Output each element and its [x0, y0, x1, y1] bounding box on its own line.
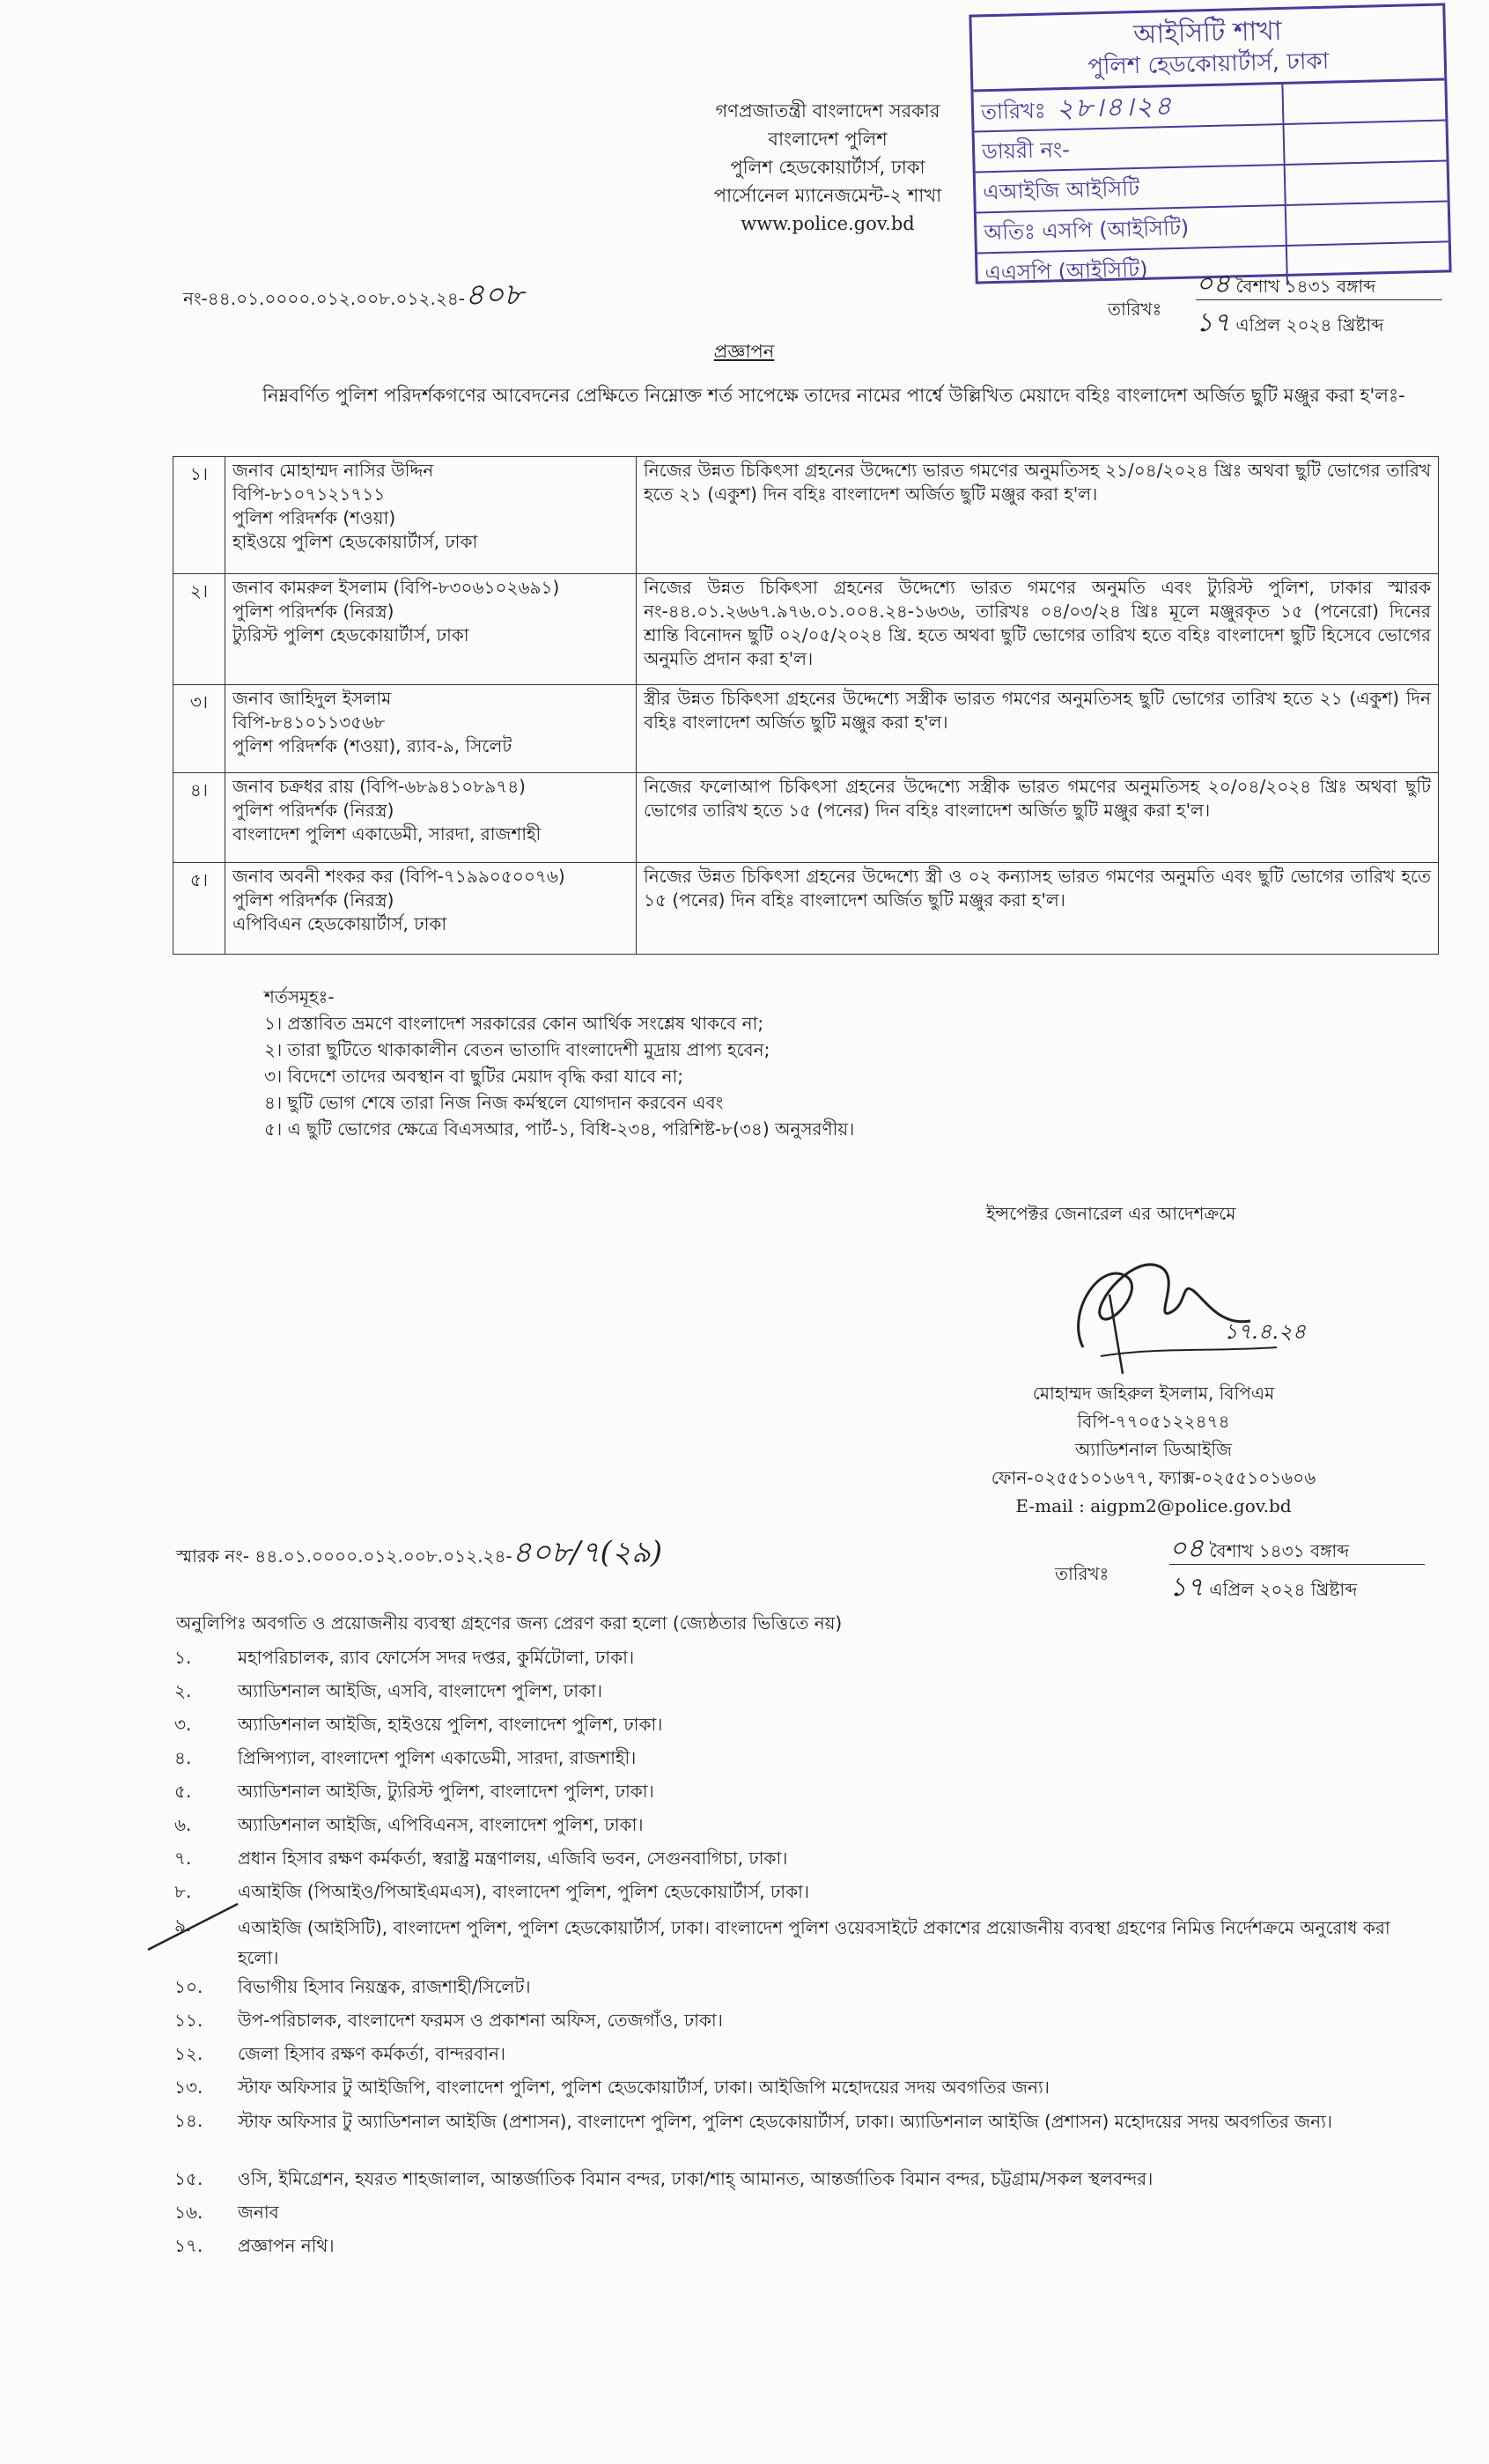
intro-paragraph: নিম্নবর্ণিত পুলিশ পরিদর্শকগণের আবেদনের প্রেক্ষিতে নিম্নোক্ত শর্ত সাপেক্ষে তাদের নামের পার্শ্বে উল্লিখিত মেয়াদে বহিঃ বাংলাদেশ অর্জিত ছুটি মঞ্জুর করা হ'লঃ-: [262, 385, 1405, 406]
condition-item: ৫। এ ছুটি ভোগের ক্ষেত্রে বিএসআর, পার্ট-১, বিধি-২৩৪, পরিশিষ্ট-৮(৩৪) অনুসরণীয়।: [264, 1118, 855, 1140]
condition-item: ১। প্রস্তাবিত ভ্রমণে বাংলাদেশ সরকারের কোন আর্থিক সংশ্লেষ থাকবে না;: [264, 1013, 764, 1034]
stamp-row: ডায়রী নং-: [975, 121, 1447, 173]
list-item: ৬. অ্যাডিশনাল আইজি, এপিবিএনস, বাংলাদেশ পুলিশ, ঢাকা।: [174, 1814, 644, 1835]
copy-memo-ref: স্মারক নং- ৪৪.০১.০০০০.০১২.০০৮.০১২.২৪-৪০৮/৭(২৯): [176, 1535, 663, 1570]
list-item: ৩. অ্যাডিশনাল আইজি, হাইওয়ে পুলিশ, বাংলাদেশ পুলিশ, ঢাকা।: [174, 1714, 663, 1735]
condition-item: ৪। ছুটি ভোগ শেষে তারা নিজ নিজ কর্মস্থলে যোগদান করবেন এবং: [264, 1092, 724, 1113]
list-item: ৮. এআইজি (পিআইও/পিআইএমএস), বাংলাদেশ পুলিশ, পুলিশ হেডকোয়ার্টার্স, ঢাকা।: [174, 1881, 810, 1902]
stamp-office: পুলিশ হেডকোয়ার্টার্স, ঢাকা: [972, 44, 1444, 92]
table-row: ৩। জনাব জাহিদুল ইসলাম বিপি-৮৪১০১১৩৫৬৮ পুলিশ পরিদর্শক (শওয়া), র‌্যাব-৯, সিলেট স্ত্রীর উন্নত চিকিৎসা গ্রহনের উদ্দেশ্যে সস্ত্রীক ভারত গমণের অনুমতিসহ ছুটি ভোগের তারিখ হতে ২১ (একুশ) দিন বহিঃ বাংলাদেশ অর্জিত ছুটি মঞ্জুর করা হ'ল।: [173, 685, 1439, 773]
condition-item: ২। তারা ছুটিতে থাকাকালীন বেতন ভাতাদি বাংলাদেশী মুদ্রায় প্রাপ্য হবেন;: [264, 1039, 770, 1060]
list-item: ৪. প্রিন্সিপ্যাল, বাংলাদেশ পুলিশ একাডেমী, সারদা, রাজশাহী।: [174, 1747, 637, 1768]
list-item: ১৭. প্রজ্ঞাপন নথি।: [174, 2235, 335, 2256]
table-row: ৪। জনাব চক্রধর রায় (বিপি-৬৮৯৪১০৮৯৭৪) পুলিশ পরিদর্শক (নিরস্ত্র) বাংলাদেশ পুলিশ একাডেমী, সারদা, রাজশাহী নিজের ফলোআপ চিকিৎসা গ্রহনের উদ্দেশ্যে সস্ত্রীক ভারত গমণের অনুমতিসহ ২০/০৪/২০২৪ খ্রিঃ অথবা ছুটি ভোগের তারিখ হতে ১৫ (পনের) দিন বহিঃ বাংলাদেশ অর্জিত ছুটি মঞ্জুর করা হ'ল।: [173, 773, 1439, 863]
leave-grant-table: [173, 456, 1439, 955]
signatory-designation: অ্যাডিশনাল ডিআইজি: [1075, 1439, 1232, 1460]
signature-image: [1048, 1242, 1338, 1374]
stamp-row: এআইজি আইসিটি: [976, 161, 1448, 213]
distribution-heading: অনুলিপিঃ অবগতি ও প্রয়োজনীয় ব্যবস্থা গ্রহণের জন্য প্রেরণ করা হলো (জ্যেষ্ঠতার ভিত্তিতে নয়): [176, 1612, 843, 1634]
list-item: ৫. অ্যাডিশনাল আইজি, ট্যুরিস্ট পুলিশ, বাংলাদেশ পুলিশ, ঢাকা।: [174, 1781, 654, 1802]
letterhead-government: গণপ্রজাতন্ত্রী বাংলাদেশ সরকার: [715, 100, 940, 122]
list-item: ১. মহাপরিচালক, র‌্যাব ফোর্সেস সদর দপ্তর, কুর্মিটোলা, ঢাকা।: [174, 1647, 635, 1668]
signatory-phone: ফোন-০২৫৫১০১৬৭৭, ফ্যাক্স-০২৫৫১০১৬০৬: [991, 1467, 1316, 1488]
letterhead-branch: পার্সোনেল ম্যানেজমেন্ট-২ শাখা: [713, 185, 942, 206]
stamp-row: অতিঃ এসপি (আইসিটি): [977, 202, 1448, 254]
list-item: ১৫. ওসি, ইমিগ্রেশন, হযরত শাহজালাল, আন্তর্জাতিক বিমান বন্দর, ঢাকা/শাহ্ আমানত, আন্তর্জাতিক বিমান বন্দর, চট্টগ্রাম/সকল স্থলবন্দর।: [174, 2168, 1154, 2189]
distribution-list: [174, 1645, 1425, 2267]
notification-title: প্রজ্ঞাপন: [713, 341, 775, 362]
tick-mark: [146, 1900, 243, 1953]
list-item: ২. অ্যাডিশনাল আইজি, এসবি, বাংলাদেশ পুলিশ, ঢাকা।: [174, 1680, 603, 1701]
stamp-date-handwritten: ২৮।৪।২৪: [1056, 91, 1174, 125]
signatory-email: E-mail : aigpm2@police.gov.bd: [1015, 1495, 1292, 1516]
letterhead-website: www.police.gov.bd: [741, 213, 915, 234]
stamp-row: তারিখঃ ২৮।৪।২৪: [973, 80, 1445, 132]
table-row: ৫। জনাব অবনী শংকর কর (বিপি-৭১৯৯০৫০০৭৬) পুলিশ পরিদর্শক (নিরস্ত্র) এপিবিএন হেডকোয়ার্টার্স, ঢাকা নিজের উন্নত চিকিৎসা গ্রহনের উদ্দেশ্যে স্ত্রী ও ০২ কন্যাসহ ভারত গমণের অনুমতি এবং ছুটি ভোগের তারিখ হতে ১৫ (পনের) দিন বহিঃ বাংলাদেশ অর্জিত ছুটি মঞ্জুর করা হ'ল।: [173, 863, 1439, 955]
list-item: ১৬. জনাব: [174, 2202, 279, 2223]
list-item: ৭. প্রধান হিসাব রক্ষণ কর্মকর্তা, স্বরাষ্ট্র মন্ত্রণালয়, এজিবি ভবন, সেগুনবাগিচা, ঢাকা।: [174, 1848, 788, 1869]
letterhead: [634, 99, 1021, 236]
letterhead-police: বাংলাদেশ পুলিশ: [768, 129, 888, 150]
signatory: [951, 1379, 1356, 1520]
list-item: ১০. বিভাগীয় হিসাব নিয়ন্ত্রক, রাজশাহী/সিলেট।: [174, 1976, 531, 1997]
list-item: ১৪. স্টাফ অফিসার টু অ্যাডিশনাল আইজি (প্রশাসন), বাংলাদেশ পুলিশ, পুলিশ হেডকোয়ার্টার্স, ঢাকা। অ্যাডিশনাল আইজি (প্রশাসন) মহোদয়ের সদয় অবগতির জন্য।: [174, 2110, 1333, 2132]
signatory-name: মোহাম্মদ জহিরুল ইসলাম, বিপিএম: [1032, 1383, 1275, 1404]
list-item: ১৩. স্টাফ অফিসার টু আইজিপি, বাংলাদেশ পুলিশ, পুলিশ হেডকোয়ার্টার্স, ঢাকা। আইজিপি মহোদয়ের সদয় অবগতির জন্য।: [174, 2077, 1050, 2098]
copy-memo-ref-handwritten: ৪০৮/৭(২৯): [512, 1535, 663, 1570]
condition-item: ৩। বিদেশে তাদের অবস্থান বা ছুটির মেয়াদ বৃদ্ধি করা যাবে না;: [264, 1066, 684, 1087]
conditions-heading: শর্তসমূহঃ-: [264, 986, 335, 1007]
memo-ref: নং-৪৪.০১.০০০০.০১২.০০৮.০১২.২৪-৪০৮: [183, 277, 524, 313]
signatory-bp: বিপি-৭৭০৫১২২৪৭৪: [1077, 1411, 1230, 1432]
list-item: ১১. উপ-পরিচালক, বাংলাদেশ ফরমস ও প্রকাশনা অফিস, তেজগাঁও, ঢাকা।: [174, 2010, 723, 2031]
ict-stamp: [969, 3, 1451, 284]
list-item: ৯. এআইজি (আইসিটি), বাংলাদেশ পুলিশ, পুলিশ হেডকোয়ার্টার্স, ঢাকা। বাংলাদেশ পুলিশ ওয়েবসাইটে প্রকাশের প্রয়োজনীয় ব্যবস্থা গ্রহণের নিমিত্ত নির্দেশক্রমে অনুরোধ করা হলো।: [174, 1913, 1425, 1974]
stamp-row: এএসপি (আইসিটি): [977, 242, 1449, 292]
list-item: ১২. জেলা হিসাব রক্ষণ কর্মকর্তা, বান্দরবান।: [174, 2043, 506, 2064]
stamp-title: আইসিটি শাখা: [1132, 15, 1282, 51]
memo-ref-handwritten: ৪০৮: [465, 277, 524, 313]
table-row: ২। জনাব কামরুল ইসলাম (বিপি-৮৩০৬১০২৬৯১) পুলিশ পরিদর্শক (নিরস্ত্র) ট্যুরিস্ট পুলিশ হেডকোয়ার্টার্স, ঢাকা নিজের উন্নত চিকিৎসা গ্রহনের উদ্দেশ্যে ভারত গমণের অনুমতি এবং ট্যুরিস্ট পুলিশ, ঢাকার স্মারক নং-৪৪.০১.২৬৬৭.৯৭৬.০১.০০৪.২৪-১৬৩৬, তারিখঃ ০৪/০৩/২৪ খ্রিঃ মূলে মঞ্জুরকৃত ১৫ (পনেরো) দিনের শ্রান্তি বিনোদন ছুটি ০২/০৫/২০২৪ খ্রি. হতে অথবা ছুটি ভোগের তারিখ হতে বহিঃ বাংলাদেশ ছুটি হিসেবে ভোগের অনুমতি প্রদান করা হ'ল।: [173, 574, 1439, 685]
table-row: ১। জনাব মোহাম্মদ নাসির উদ্দিন বিপি-৮১০৭১২১৭১১ পুলিশ পরিদর্শক (শওয়া) হাইওয়ে পুলিশ হেডকোয়ার্টার্স, ঢাকা নিজের উন্নত চিকিৎসা গ্রহনের উদ্দেশ্যে ভারত গমণের অনুমতিসহ ২১/০৪/২০২৪ খ্রিঃ অথবা ছুটি ভোগের তারিখ হতে ২১ (একুশ) দিন বহিঃ বাংলাদেশ অর্জিত ছুটি মঞ্জুর করা হ'ল।: [173, 457, 1439, 574]
svg-text:১৭.৪.২৪: ১৭.৪.২৪: [1224, 1319, 1307, 1344]
conditions: [264, 984, 1321, 1142]
letterhead-hq: পুলিশ হেডকোয়ার্টার্স, ঢাকা: [730, 157, 925, 178]
order-line: ইন্সপেক্টর জেনারেল এর আদেশক্রমে: [986, 1203, 1236, 1224]
